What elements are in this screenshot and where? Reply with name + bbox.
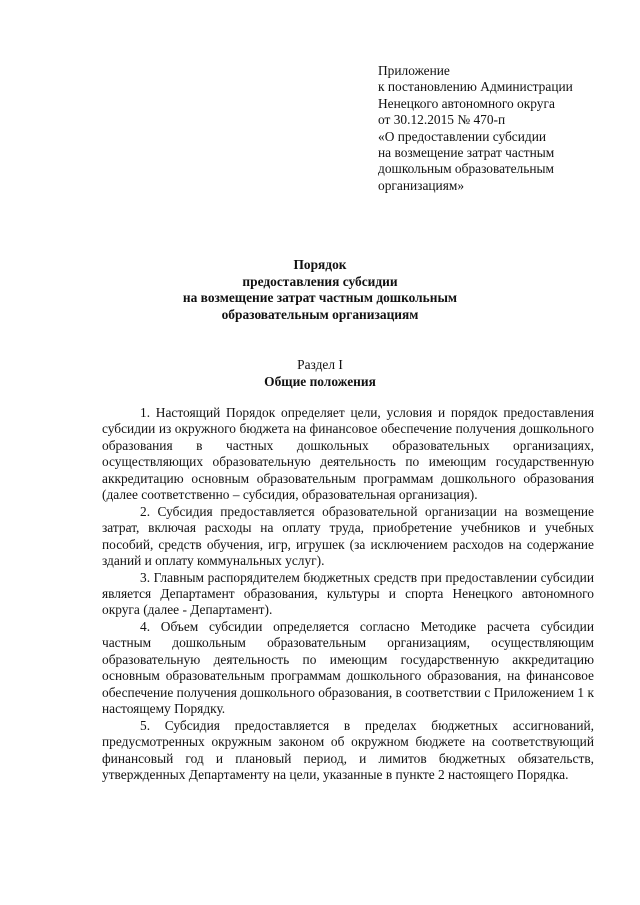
- appendix-line: к постановлению Администрации: [378, 79, 573, 95]
- appendix-line: Приложение: [378, 63, 450, 78]
- paragraph-5: 5. Субсидия предоставляется в пределах бюджетных ассигнований, предусмотренных окружным законом об окружном бюджете на соответствующий финансовый год и плановый период, и лимитов бюджетных обязательств, утвержденных Департаменту на цели, указанные в пункте 2 настоящего Порядка.: [102, 717, 594, 782]
- appendix-line: Ненецкого автономного округа: [378, 95, 555, 111]
- appendix-header: [378, 63, 628, 194]
- appendix-line: «О предоставлении субсидии: [378, 128, 547, 144]
- appendix-line: дошкольным образовательным: [378, 161, 554, 177]
- appendix-line: от 30.12.2015 № 470-п: [378, 112, 506, 128]
- appendix-line: на возмещение затрат частным: [378, 145, 555, 161]
- title-line: предоставления субсидии: [242, 273, 398, 289]
- title-line: на возмещение затрат частным дошкольным: [182, 290, 458, 306]
- paragraph-3: 3. Главным распорядителем бюджетных средств при предоставлении субсидии является Департамент образования, культуры и спорта Ненецкого автономного округа (далее - Департамент).: [102, 569, 594, 618]
- document-body: [102, 405, 594, 783]
- appendix-line: организациям»: [378, 177, 465, 193]
- document-title: [60, 257, 580, 323]
- title-line: Порядок: [293, 257, 347, 272]
- paragraph-2: 2. Субсидия предоставляется образовательной организации на возмещение затрат, включая расходы на оплату труда, приобретение учебников и учебных пособий, средств обучения, игр, игрушек (за исключением расходов на содержание зданий и оплату коммунальных услуг).: [102, 503, 594, 569]
- title-line: образовательным организациям: [221, 306, 419, 322]
- paragraph-4: 4. Объем субсидии определяется согласно Методике расчета субсидии частным дошкольным образовательным организациям, осуществляющим образовательную деятельность по имеющим государственную аккредитацию основным образовательным программам дошкольного образования, на финансовое обеспечение получения дошкольного образования, в соответствии с Приложением 1 к настоящему Порядку.: [102, 618, 594, 717]
- section-number: Раздел I: [297, 357, 343, 372]
- section-name: Общие положения: [264, 373, 376, 389]
- paragraph-1: 1. Настоящий Порядок определяет цели, условия и порядок предоставления субсидии из окружного бюджета на финансовое обеспечение получения дошкольного образования в частных дошкольных образовательных организациях, осуществляющих образовательную деятельность по имеющим государственную аккредитацию основным образовательным программам дошкольного образования (далее соответственно – субсидия, образовательная организация).: [102, 405, 594, 503]
- section-heading: [60, 357, 580, 390]
